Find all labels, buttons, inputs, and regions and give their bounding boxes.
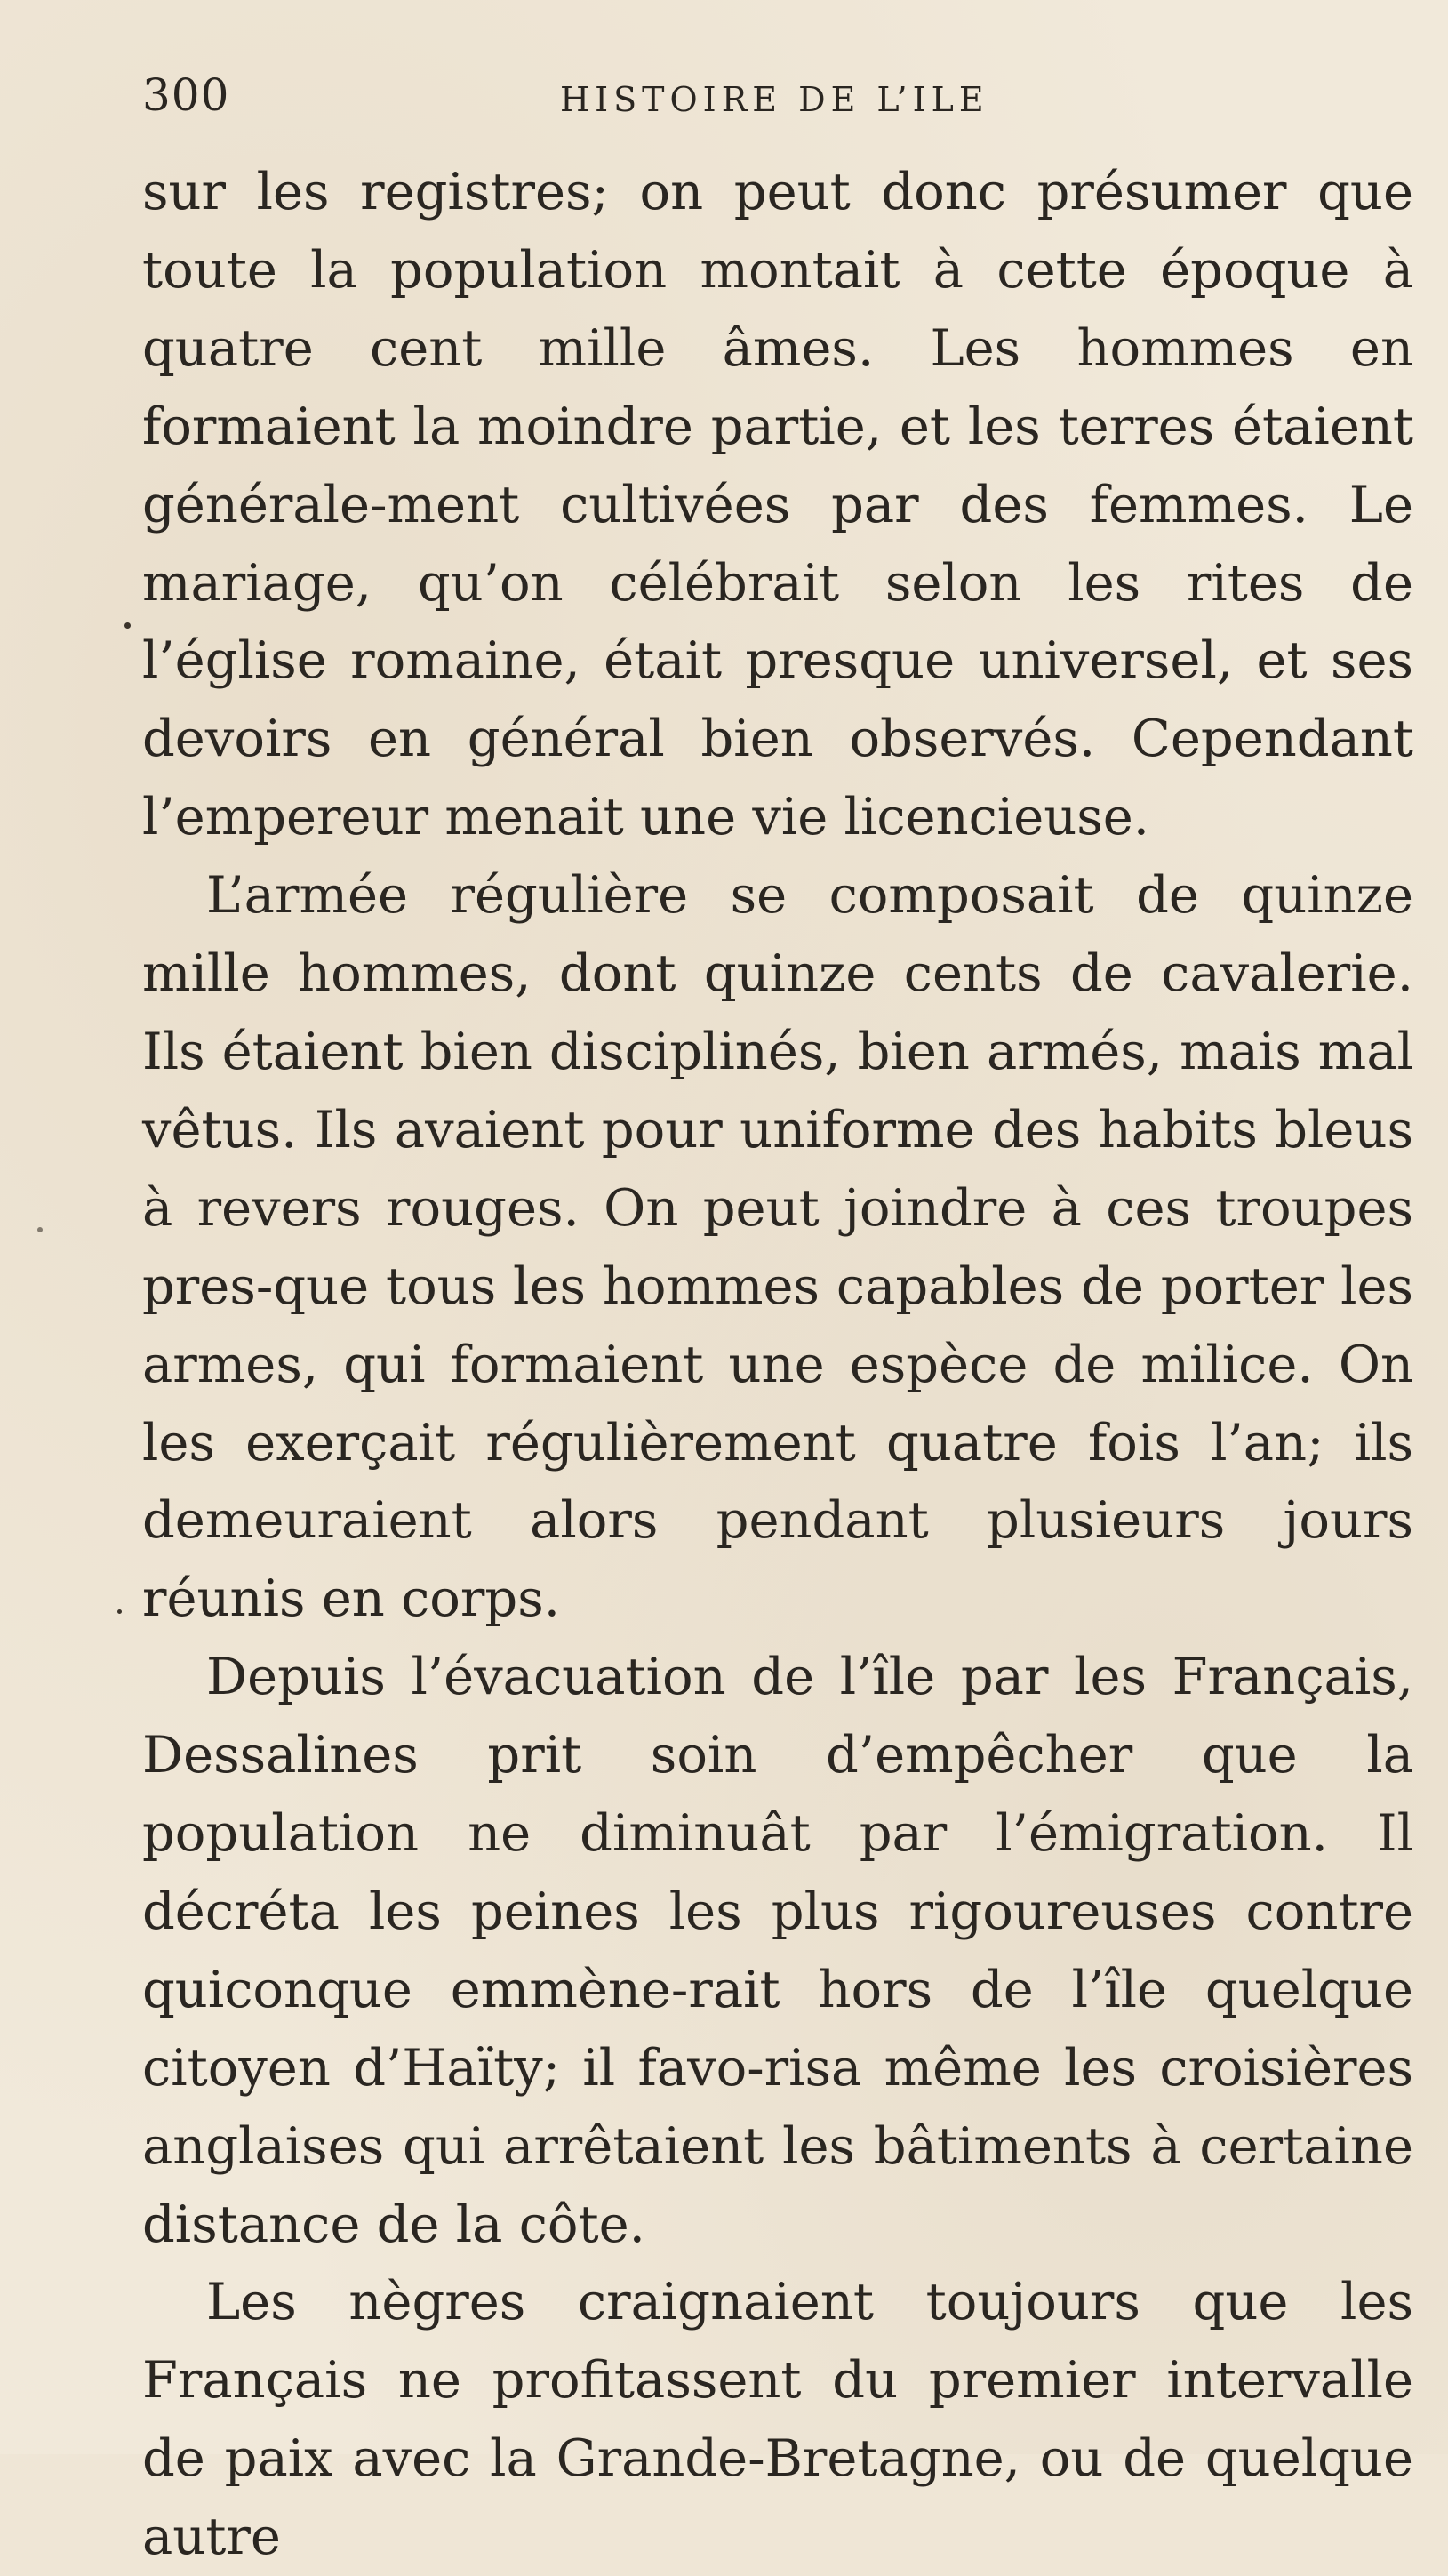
paragraph-4: Les nègres craignaient toujours que les Français ne profitassent du premier intervalle de paix avec la Grande-Bretagne, ou de quelque autre — [142, 2272, 1413, 2567]
paragraph-1: sur les registres; on peut donc présumer que toute la population montait à cette époque à quatre cent mille âmes. Les hommes en formaient la moindre partie, et les terres étaient générale-ment cultivées par des femmes. Le mariage, qu’on célébrait selon les rites de l’église romaine, était presque universel, et ses devoirs en général bien observés. Cependant l’empereur menait une vie licencieuse. — [142, 162, 1413, 847]
margin-ink-speck — [117, 1609, 122, 1614]
paragraph-2: L’armée régulière se composait de quinze mille hommes, dont quinze cents de cavalerie. Ils étaient bien disciplinés, bien armés, mais mal vêtus. Ils avaient pour uniforme des habits bleus à revers rouges. On peut joindre à ces troupes pres-que tous les hommes capables de porter les armes, qui formaient une espèce de milice. On les exerçait régulièrement quatre fois l’an; ils demeuraient alors pendant plusieurs jours réunis en corps. — [142, 865, 1413, 1629]
body-text — [142, 153, 1413, 2576]
page-number: 300 — [142, 69, 230, 121]
page-header — [142, 69, 1413, 132]
margin-ink-speck — [124, 622, 131, 629]
margin-ink-speck — [37, 1227, 43, 1232]
running-head: HISTOIRE DE L’ILE — [560, 80, 989, 119]
paragraph-3: Depuis l’évacuation de l’île par les Français, Dessalines prit soin d’empêcher que la population ne diminuât par l’émigration. Il décréta les peines les plus rigoureuses contre quiconque emmène-rait hors de l’île quelque citoyen d’Haïty; il favo-risa même les croisières anglaises qui arrêtaient les bâtiments à certaine distance de la côte. — [142, 1647, 1413, 2254]
